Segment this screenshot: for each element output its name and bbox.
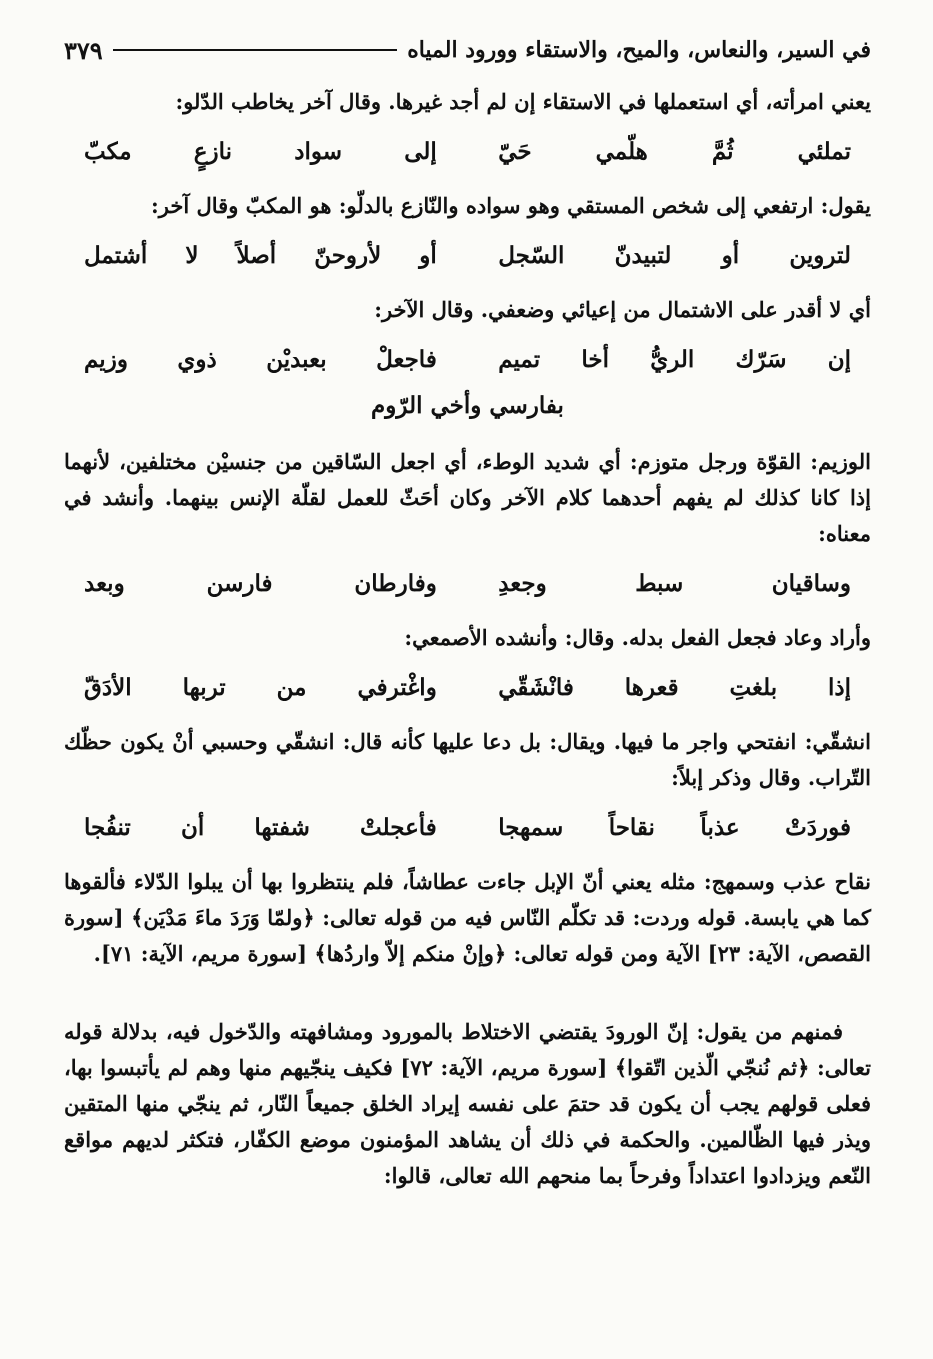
verse-4	[84, 564, 851, 604]
verse-5	[84, 668, 851, 708]
verse-5-first-hemistich: إذا بلغتِ قعرها فانْشَقّي	[498, 674, 851, 701]
verse-6	[84, 808, 851, 848]
paragraph-7: نقاح عذب وسمهج: مثله يعني أنّ الإبل جاءت عطاشاً، فلم ينتظروا بها أن يبلوا الدّلاء فألقوها كما هي يابسة. قوله وردت: قد تكلّم النّاس فيه من قوله تعالى: ﴿ولمّا وَرَدَ ماءَ مَدْيَن﴾ [سورة القصص، الآية: ٢٣] الآية ومن قوله تعالى: ﴿وإنْ منكم إلاّ واردُها﴾ [سورة مريم، الآية: ٧١].	[64, 869, 871, 966]
chapter-title: في السير، والنعاس، والميح، والاستقاء وورود المياه	[407, 37, 871, 63]
paragraph-1: يعني امرأته، أي استعملها في الاستقاء إن لم أجد غيرها. وقال آخر يخاطب الدّلو:	[175, 89, 871, 114]
verse-3	[84, 340, 851, 380]
verse-1-second-hemistich: إلى سواد نازعٍ مكبّ	[84, 138, 437, 165]
verse-6-second-hemistich: فأعجلتْ شفتها أن تنفُجا	[84, 814, 437, 841]
verse-2-first-hemistich: لتروين أو لتبيدنّ السّجل	[498, 242, 851, 269]
header-rule	[113, 49, 398, 51]
paragraph-5: وأراد وعاد فجعل الفعل بدله. وقال: وأنشده الأصمعي:	[404, 625, 871, 650]
paragraph-6: انشقّي: انفتحي واجر ما فيها. ويقال: بل دعا عليها كأنه قال: انشقّي وحسبي أنْ يكون حظّك التّراب. وقال وذكر إبلاً:	[64, 729, 871, 790]
verse-4-second-hemistich: وفارطان فارسن وبعد	[84, 570, 437, 597]
paragraph-3: أي لا أقدر على الاشتمال من إعيائي وضعفي. وقال الآخر:	[374, 297, 871, 322]
paragraph-4: الوزيم: القوّة ورجل متوزم: أي شديد الوطء، أي اجعل السّاقين من جنسيْن مختلفين، لأنهما إذا كانا كذلك لم يفهم أحدهما كلام الآخر وكان أحَثّ للعمل لقلّة الإنس بينهما. وأنشد في معناه:	[64, 449, 871, 546]
verse-3-first-hemistich: إن سَرّك الريُّ أخا تميم	[498, 346, 851, 373]
section-gap	[64, 984, 871, 1014]
verse-2	[84, 236, 851, 276]
verse-6-first-hemistich: فوردَتْ عذباً نقاحاً سمهجا	[498, 814, 851, 841]
verse-3-continuation: بفارسي وأخي الرّوم	[371, 392, 564, 419]
verse-1	[84, 132, 851, 172]
paragraph-2: يقول: ارتفعي إلى شخص المستقي وهو سواده والنّازع بالدلّو: هو المكبّ وقال آخر:	[151, 193, 871, 218]
running-header	[64, 30, 871, 70]
verse-5-second-hemistich: واغْترفي من تربها الأدَقّ	[84, 674, 437, 701]
verse-3-second-hemistich: فاجعلْ بعبديْن ذوي وزيم	[84, 346, 437, 373]
paragraph-8: فمنهم من يقول: إنّ الورودَ يقتضي الاختلاط بالمورود ومشافهته والدّخول فيه، بدلالة قوله تعالى: ﴿ثم نُنجّي الّذين اتّقوا﴾ [سورة مريم، الآية: ٧٢] فكيف ينجّيهم منها وهم لم يأتبسوا بها، فعلى قولهم يجب أن يكون قد حتمَ على نفسه إيراد الخلق جميعاً النّار، ثم ينجّي منها المتقين ويذر فيها الظّالمين. والحكمة في ذلك أن يشاهد المؤمنون موضع الكفّار، فتكثر لديهم مواقع النّعم ويزدادوا اعتداداً وفرحاً بما منحهم الله تعالى، قالوا:	[64, 1019, 871, 1188]
verse-1-first-hemistich: تملئي ثُمَّ هلّمي حَيّ	[498, 138, 851, 165]
verse-2-second-hemistich: أو لأروحنّ أصلاً لا أشتمل	[84, 242, 437, 269]
verse-4-first-hemistich: وساقيان سبط وجعدِ	[498, 570, 851, 597]
page-number: ٣٧٩	[64, 35, 103, 65]
